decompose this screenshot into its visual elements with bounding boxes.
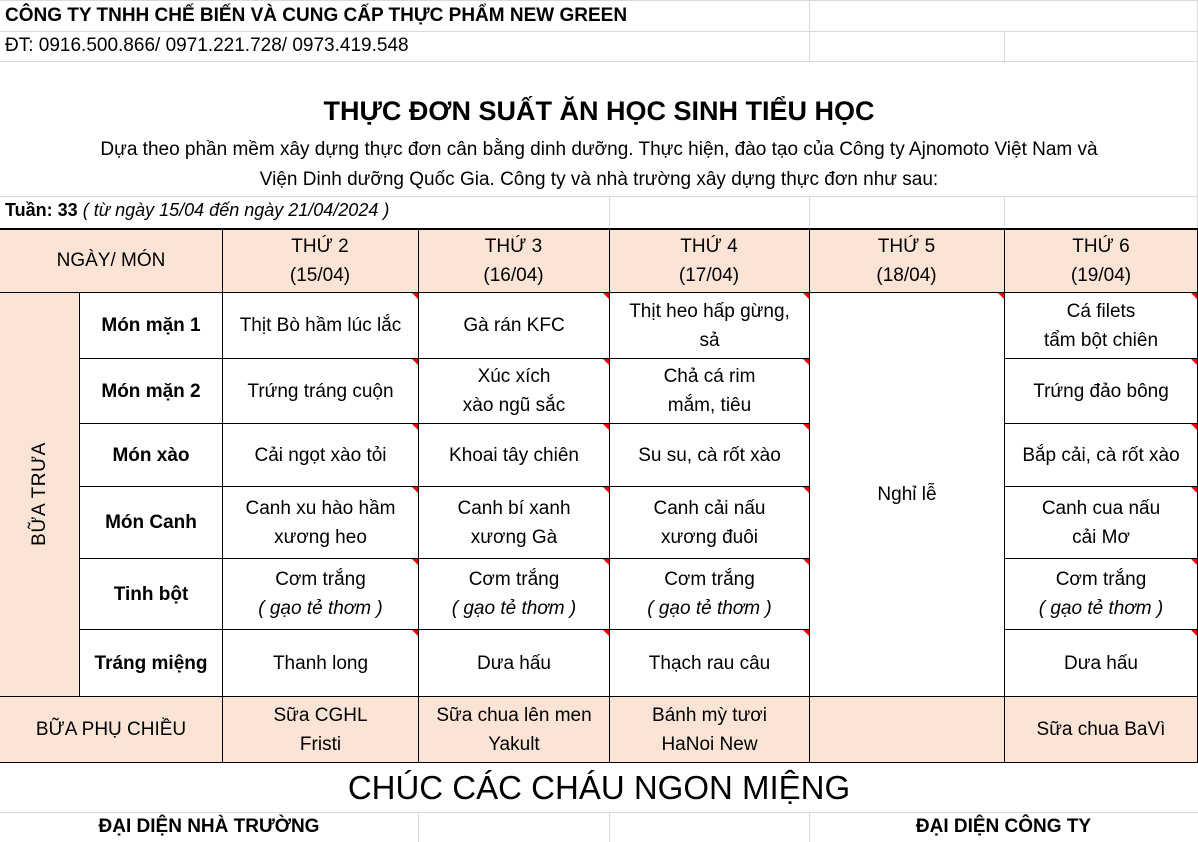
dish-line: Dưa hấu — [1064, 652, 1138, 674]
snack-line: Sữa CGHL — [273, 704, 368, 726]
snack-line: Sữa chua BaVì — [1036, 719, 1166, 740]
row-label-text: Món mặn 2 — [101, 380, 201, 402]
dish-cell — [223, 359, 418, 423]
dish-cell — [610, 559, 809, 629]
snack-cell — [419, 697, 609, 762]
comment-marker[interactable] — [998, 293, 1004, 299]
dish-line: xương Gà — [470, 526, 558, 548]
dish-line: Cơm trắng — [664, 569, 755, 590]
company-name: CÔNG TY TNHH CHẾ BIẾN VÀ CUNG CẤP THỰC PHẨM NEW GREEN — [5, 5, 628, 26]
comment-marker[interactable] — [1191, 559, 1197, 565]
description-line-2: Viện Dinh dưỡng Quốc Gia. Công ty và nhà trường xây dựng thực đơn như sau: — [259, 169, 939, 190]
dish-line: Canh xu hào hầm — [245, 497, 396, 519]
dish-line: xương đuôi — [660, 526, 758, 548]
week-info — [5, 200, 389, 221]
day-name: THỨ 4 — [680, 235, 738, 257]
dish-note: ( gạo tẻ thơm ) — [258, 598, 383, 619]
snack-line: Sữa chua lên men — [436, 704, 592, 726]
snack-cell — [1005, 697, 1197, 762]
comment-marker[interactable] — [412, 630, 418, 636]
snack-line: Fristi — [299, 733, 342, 755]
comment-marker[interactable] — [803, 293, 809, 299]
comment-marker[interactable] — [603, 293, 609, 299]
dish-line: Bắp cải, cà rốt xào — [1022, 444, 1180, 466]
dish-cell — [419, 359, 609, 423]
dish-line: sả — [699, 329, 720, 351]
dish-cell — [1005, 630, 1197, 696]
row-label-text: Tráng miệng — [94, 652, 208, 674]
dish-cell — [419, 293, 609, 358]
comment-marker[interactable] — [803, 359, 809, 365]
dish-cell — [223, 559, 418, 629]
row-label-canh — [80, 487, 222, 558]
comment-marker[interactable] — [1191, 487, 1197, 493]
row-label-text: Món xào — [112, 444, 190, 466]
dish-line: xào ngũ sắc — [462, 395, 566, 416]
snack-line: HaNoi New — [661, 733, 758, 755]
dish-cell — [223, 487, 418, 558]
dish-line: cải Mơ — [1072, 526, 1130, 548]
phone-numbers: ĐT: 0916.500.866/ 0971.221.728/ 0973.419.548 — [5, 35, 409, 56]
page-title: THỰC ĐƠN SUẤT ĂN HỌC SINH TIỂU HỌC — [323, 96, 875, 126]
comment-marker[interactable] — [803, 559, 809, 565]
dish-line: Trứng tráng cuộn — [247, 380, 394, 402]
dish-cell — [610, 630, 809, 696]
dish-cell — [610, 487, 809, 558]
row-label-man2 — [80, 359, 222, 423]
comment-marker[interactable] — [603, 559, 609, 565]
dish-cell — [223, 293, 418, 358]
dish-note: ( gạo tẻ thơm ) — [647, 598, 772, 619]
row-label-xao — [80, 424, 222, 486]
comment-marker[interactable] — [412, 293, 418, 299]
dish-line: Canh cải nấu — [653, 497, 766, 519]
dish-line: Cơm trắng — [468, 569, 560, 590]
dish-line: Cơm trắng — [275, 569, 366, 590]
dish-cell — [1005, 487, 1197, 558]
dish-line: Cải ngọt xào tỏi — [254, 444, 387, 466]
snack-cell-empty — [810, 697, 1004, 762]
comment-marker[interactable] — [803, 424, 809, 430]
dish-line: Thịt Bò hầm lúc lắc — [239, 315, 402, 336]
dish-line: Canh cua nấu — [1041, 497, 1161, 519]
comment-marker[interactable] — [803, 487, 809, 493]
dish-line: Khoai tây chiên — [449, 444, 579, 466]
dish-line: mắm, tiêu — [667, 395, 752, 416]
lunch-label — [0, 292, 79, 696]
week-label: Tuần: 33 — [5, 200, 78, 220]
dish-cell — [610, 359, 809, 423]
closing-wish: CHÚC CÁC CHÁU NGON MIỆNG — [347, 769, 851, 806]
day-header-d3 — [418, 229, 609, 292]
comment-marker[interactable] — [603, 359, 609, 365]
dish-line: Su su, cà rốt xào — [638, 444, 781, 466]
comment-marker[interactable] — [412, 424, 418, 430]
day-header-d5 — [809, 229, 1004, 292]
dish-cell — [419, 630, 609, 696]
dish-cell — [223, 630, 418, 696]
day-date: (15/04) — [289, 264, 351, 286]
dish-cell — [223, 424, 418, 486]
snack-line: Bánh mỳ tươi — [652, 704, 767, 726]
comment-marker[interactable] — [603, 487, 609, 493]
dish-note: ( gạo tẻ thơm ) — [1038, 598, 1164, 619]
holiday-cell — [810, 293, 1004, 696]
day-header-d6 — [1004, 229, 1198, 292]
company-representative: ĐẠI DIỆN CÔNG TY — [915, 816, 1092, 837]
dish-cell — [419, 559, 609, 629]
corner-header — [0, 229, 222, 292]
school-representative: ĐẠI DIỆN NHÀ TRƯỜNG — [98, 816, 320, 837]
description-line-1: Dựa theo phần mềm xây dựng thực đơn cân bằng dinh dưỡng. Thực hiện, đào tạo của Công ty Ajnomoto Việt Nam và — [100, 139, 1098, 160]
dish-note: ( gạo tẻ thơm ) — [451, 598, 577, 619]
dish-line: Cá filets — [1066, 300, 1136, 322]
row-label-tinhbot — [80, 559, 222, 629]
row-label-text: Món mặn 1 — [101, 315, 201, 336]
comment-marker[interactable] — [1191, 424, 1197, 430]
row-label-trangmieng — [80, 630, 222, 696]
dish-line: Thịt heo hấp gừng, — [629, 300, 790, 322]
snack-line: Yakult — [488, 733, 540, 755]
dish-cell — [419, 424, 609, 486]
day-date: (18/04) — [876, 264, 937, 286]
snack-cell — [223, 697, 418, 762]
comment-marker[interactable] — [603, 424, 609, 430]
row-label-text: Tinh bột — [113, 583, 189, 605]
comment-marker[interactable] — [803, 630, 809, 636]
comment-marker[interactable] — [1191, 293, 1197, 299]
dish-line: tẩm bột chiên — [1043, 329, 1159, 351]
snack-label — [0, 697, 222, 762]
comment-marker[interactable] — [603, 630, 609, 636]
dish-cell — [1005, 559, 1197, 629]
day-date: (17/04) — [678, 264, 740, 286]
dish-line: Gà rán KFC — [463, 315, 565, 336]
dish-line: Chả cá rim — [663, 366, 756, 387]
day-name: THỨ 6 — [1072, 235, 1130, 257]
dish-line: Canh bí xanh — [457, 497, 571, 519]
dish-cell — [1005, 293, 1197, 358]
comment-marker[interactable] — [412, 359, 418, 365]
dish-line: Xúc xích — [477, 366, 551, 387]
dish-cell — [610, 424, 809, 486]
comment-marker[interactable] — [1191, 630, 1197, 636]
comment-marker[interactable] — [412, 559, 418, 565]
day-header-d2 — [222, 229, 418, 292]
comment-marker[interactable] — [412, 487, 418, 493]
day-name: THỨ 3 — [484, 235, 543, 257]
day-name: THỨ 5 — [877, 235, 936, 257]
lunch-label-text: BỮA TRƯA — [28, 442, 50, 546]
dish-line: Thanh long — [272, 652, 369, 674]
row-label-text: Món Canh — [105, 512, 197, 533]
holiday-text: Nghỉ lễ — [877, 484, 937, 505]
day-header-d4 — [609, 229, 809, 292]
day-date: (19/04) — [1070, 264, 1132, 286]
dish-line: Thạch rau câu — [648, 652, 771, 674]
day-date: (16/04) — [483, 264, 544, 286]
dish-cell — [610, 293, 809, 358]
day-name: THỨ 2 — [291, 235, 349, 257]
dish-line: Trứng đảo bông — [1033, 380, 1169, 402]
dish-cell — [419, 487, 609, 558]
week-range: ( từ ngày 15/04 đến ngày 21/04/2024 ) — [82, 200, 390, 220]
dish-line: xương heo — [274, 526, 367, 548]
dish-line: Cơm trắng — [1055, 569, 1147, 590]
dish-cell — [1005, 424, 1197, 486]
snack-label-text: BỮA PHỤ CHIỀU — [35, 719, 187, 740]
snack-cell — [610, 697, 809, 762]
row-label-man1 — [80, 293, 222, 358]
corner-label: NGÀY/ MÓN — [56, 250, 166, 271]
dish-line: Dưa hấu — [477, 652, 551, 674]
dish-cell — [1005, 359, 1197, 423]
comment-marker[interactable] — [1191, 359, 1197, 365]
